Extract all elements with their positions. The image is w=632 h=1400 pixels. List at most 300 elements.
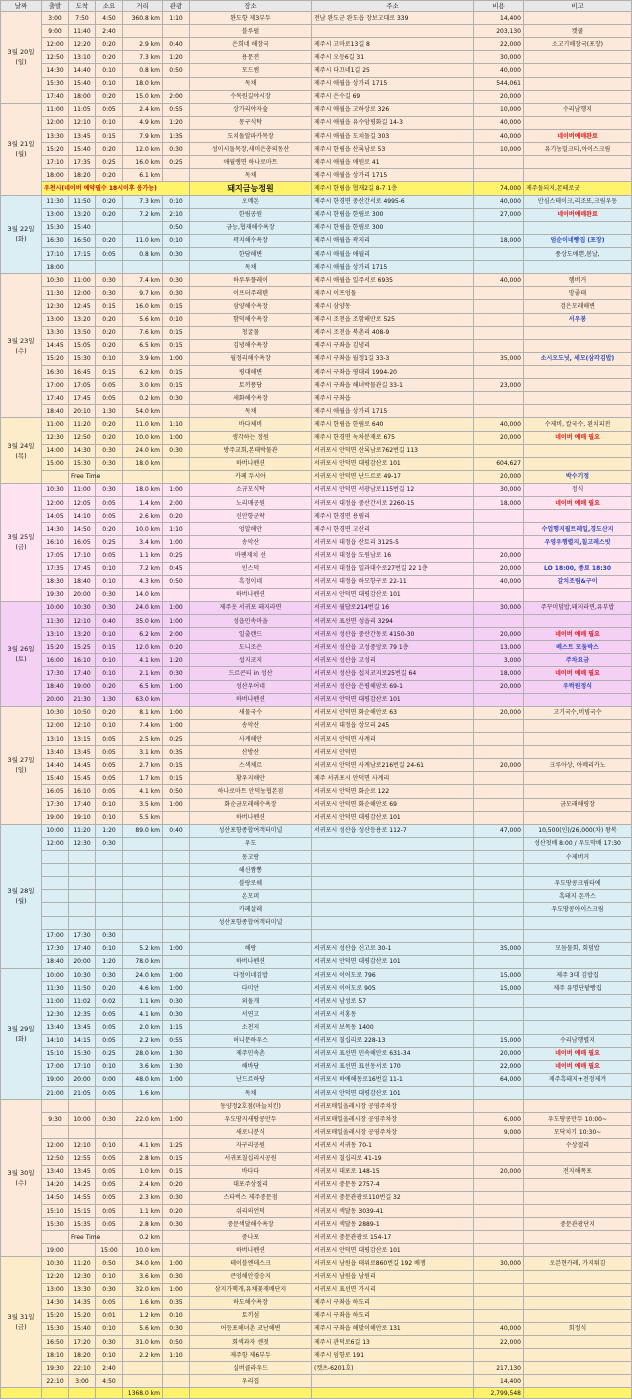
cost-cell <box>474 510 524 523</box>
tour-time-cell: 0:50 <box>163 1336 190 1349</box>
table-row <box>1 392 632 405</box>
place-cell: 독채 <box>190 261 312 274</box>
table-row <box>1 955 632 968</box>
tour-time-cell: 0:15 <box>163 339 190 352</box>
date-cell: 3월 30일 (수) <box>1 1100 42 1257</box>
note-cell <box>524 12 632 25</box>
note-cell: 우영우행렬지,칠고레스빗 <box>524 536 632 549</box>
note-cell: 박수기정 <box>524 470 632 483</box>
cost-cell <box>474 156 524 169</box>
duration-cell: 0:10 <box>96 1139 123 1152</box>
duration-cell: 0:05 <box>96 247 123 260</box>
address-cell: 제주시 애월읍 애원로 41 <box>312 156 474 169</box>
duration-cell: 2:40 <box>96 25 123 38</box>
arrive-cell: 16:50 <box>69 234 96 247</box>
address-cell: 제주시 오등6길 31 <box>312 51 474 64</box>
cost-cell <box>474 929 524 942</box>
table-row <box>1 1047 632 1060</box>
distance-cell: 5.5 km <box>123 811 163 824</box>
arrive-cell: 13:45 <box>69 1165 96 1178</box>
place-cell: 엉알해안 <box>190 523 312 536</box>
arrive-cell: 17:05 <box>69 379 96 392</box>
depart-cell: 18:00 <box>42 261 69 274</box>
cost-cell: 20,000 <box>474 759 524 772</box>
distance-cell: 7.2 km <box>123 562 163 575</box>
address-cell: 제주시 애월읍 애월리 <box>312 247 474 260</box>
note-cell <box>524 785 632 798</box>
distance-cell: 2.4 km <box>123 103 163 116</box>
duration-cell: 0:10 <box>96 562 123 575</box>
depart-cell: 14:30 <box>42 523 69 536</box>
cost-cell: 10,000 <box>474 103 524 116</box>
arrive-cell: 13:10 <box>69 51 96 64</box>
cost-cell: 20,000 <box>474 562 524 575</box>
arrive-cell: 19:10 <box>69 811 96 824</box>
duration-cell: 0:30 <box>96 483 123 496</box>
tour-time-cell: 0:55 <box>163 103 190 116</box>
table-row <box>1 968 632 981</box>
header-cell: 소요 <box>96 1 123 12</box>
cost-cell: 30,000 <box>474 51 524 64</box>
distance-cell: 7.9 km <box>123 129 163 142</box>
table-row <box>1 615 632 628</box>
duration-cell: 0:05 <box>96 1178 123 1191</box>
tour-time-cell: 1:00 <box>163 1113 190 1126</box>
table-row <box>1 719 632 732</box>
cost-cell <box>474 444 524 457</box>
duration-cell: 0:20 <box>96 143 123 156</box>
table-row <box>1 247 632 260</box>
note-cell <box>524 995 632 1008</box>
table-row <box>1 470 632 483</box>
table-row <box>1 510 632 523</box>
depart-cell: 16:30 <box>42 234 69 247</box>
note-cell: 네이버예매완료 <box>524 208 632 221</box>
table-row <box>1 313 632 326</box>
duration-cell: 0:05 <box>96 103 123 116</box>
duration-cell: 0:05 <box>96 1008 123 1021</box>
distance-cell: 48.0 km <box>123 1073 163 1086</box>
tour-time-cell: 1:20 <box>163 51 190 64</box>
totals-row <box>1 1388 632 1399</box>
place-cell: 사계해안 <box>190 733 312 746</box>
tour-time-cell: 1:25 <box>163 1139 190 1152</box>
address-cell: 제주시 구좌읍 해맞이해안로 131 <box>312 1322 474 1335</box>
arrive-cell: 15:40 <box>69 221 96 234</box>
arrive-cell: 15:40 <box>69 77 96 90</box>
note-cell <box>524 339 632 352</box>
cost-cell: 18,000 <box>474 497 524 510</box>
depart-cell: 14:05 <box>42 510 69 523</box>
note-cell <box>524 1296 632 1309</box>
table-row <box>1 221 632 234</box>
cost-cell: 22,000 <box>474 1336 524 1349</box>
tour-time-cell: 0:30 <box>163 143 190 156</box>
duration-cell: 0:20 <box>96 418 123 431</box>
table-row <box>1 418 632 431</box>
table-row <box>1 12 632 25</box>
total-empty-cell <box>190 1388 312 1399</box>
tour-time-cell: 0:25 <box>163 733 190 746</box>
distance-cell: 63.0 km <box>123 693 163 706</box>
place-cell: 중문색달해수욕장 <box>190 1218 312 1231</box>
arrive-cell: 17:20 <box>69 1336 96 1349</box>
note-cell <box>524 90 632 103</box>
address-cell: 전남 완도군 완도읍 장보고대로 339 <box>312 12 474 25</box>
note-cell <box>524 116 632 129</box>
arrive-cell: 21:05 <box>69 1086 96 1099</box>
arrive-cell: 17:10 <box>69 1060 96 1073</box>
address-cell: 제주시 애월읍 유수암평화길 14-3 <box>312 116 474 129</box>
note-cell <box>524 1178 632 1191</box>
duration-cell: 0:20 <box>96 169 123 182</box>
note-cell <box>524 444 632 457</box>
address-cell: 서귀포시 성산읍 고성중앙로 79 1층 <box>312 641 474 654</box>
address-cell: 서귀포시 성산읍 은평해암로 69-1 <box>312 680 474 693</box>
place-cell: 삼지가핵개,유채꽃재배단지 <box>190 1283 312 1296</box>
address-cell: 서귀포시 안덕면 서광남로115번길 12 <box>312 483 474 496</box>
arrive-cell: 14:10 <box>69 510 96 523</box>
depart-cell: 19:00 <box>42 811 69 824</box>
arrive-cell: 13:45 <box>69 129 96 142</box>
tour-time-cell: 1:00 <box>163 706 190 719</box>
address-cell <box>312 929 474 942</box>
depart-cell <box>42 1231 69 1244</box>
distance-cell: 24.0 km <box>123 968 163 981</box>
duration-cell: 0:15 <box>96 641 123 654</box>
depart-cell: 16:00 <box>42 654 69 667</box>
place-cell: 송악산 <box>190 719 312 732</box>
place-cell: 소규모식탁 <box>190 483 312 496</box>
depart-cell: 10:00 <box>42 601 69 614</box>
duration-cell: 0:05 <box>96 1296 123 1309</box>
table-row <box>1 274 632 287</box>
place-cell: 몽구식탁 <box>190 116 312 129</box>
tour-time-cell <box>163 693 190 706</box>
cost-cell <box>474 798 524 811</box>
duration-cell: 0:05 <box>96 759 123 772</box>
address-cell: 제주시 애월읍 일주서로 6935 <box>312 274 474 287</box>
depart-cell: 12:00 <box>42 116 69 129</box>
address-cell: 제주시 한림읍 한림로 300 <box>312 221 474 234</box>
note-cell <box>524 221 632 234</box>
tour-time-cell <box>163 457 190 470</box>
place-cell: 성이시돌목장,새미은총의동산 <box>190 143 312 156</box>
arrive-cell: 14:30 <box>69 444 96 457</box>
note-cell <box>524 864 632 877</box>
arrive-cell: 14:35 <box>69 1296 96 1309</box>
table-row <box>1 1309 632 1322</box>
date-cell: 3월 28일 (월) <box>1 824 42 968</box>
distance-cell <box>123 1375 163 1388</box>
depart-cell: 13:40 <box>42 746 69 759</box>
header-cell: 날짜 <box>1 1 42 12</box>
cost-cell: 40,000 <box>474 575 524 588</box>
depart-cell: 12:00 <box>42 837 69 850</box>
cost-cell <box>474 1270 524 1283</box>
arrive-cell: 18:00 <box>69 90 96 103</box>
address-cell: 제주시 구좌읍 평대리 1994-20 <box>312 365 474 378</box>
note-cell <box>524 1375 632 1388</box>
distance-cell: 1.1 km <box>123 995 163 1008</box>
tour-time-cell: 0:30 <box>163 444 190 457</box>
tour-time-cell: 0:30 <box>163 995 190 1008</box>
depart-cell: 10:30 <box>42 1257 69 1270</box>
address-cell: 서귀포시 표선면 표선동서로 170 <box>312 1060 474 1073</box>
cost-cell <box>474 1008 524 1021</box>
distance-cell: 31.0 km <box>123 1336 163 1349</box>
table-row <box>1 772 632 785</box>
place-cell: 완도항 제3부두 <box>190 12 312 25</box>
table-row <box>1 261 632 274</box>
distance-cell: 2.0 km <box>123 1021 163 1034</box>
duration-cell: 15:00 <box>96 1244 123 1257</box>
depart-cell: 14:30 <box>42 64 69 77</box>
tour-time-cell: 0:25 <box>163 549 190 562</box>
tour-time-cell: 1:20 <box>163 116 190 129</box>
distance-cell: 2.4 km <box>123 1178 163 1191</box>
arrive-cell <box>69 916 96 929</box>
depart-cell: 10:00 <box>42 824 69 837</box>
arrive-cell: 21:30 <box>69 693 96 706</box>
cost-cell: 604,627 <box>474 457 524 470</box>
duration-cell: 0:10 <box>96 352 123 365</box>
note-cell: 오븐현카레, 가지튀김 <box>524 1257 632 1270</box>
duration-cell: 0:10 <box>96 1349 123 1362</box>
table-row <box>1 575 632 588</box>
depart-cell: 18:40 <box>42 405 69 418</box>
duration-cell: 0:30 <box>96 274 123 287</box>
duration-cell: 0:10 <box>96 116 123 129</box>
table-row <box>1 562 632 575</box>
address-cell: 서귀포시 서홍동 <box>312 1008 474 1021</box>
cost-cell <box>474 588 524 601</box>
depart-cell: 18:30 <box>42 575 69 588</box>
duration-cell: 0:40 <box>96 615 123 628</box>
note-cell: 네이버예매완료 <box>524 129 632 142</box>
tour-time-cell: 0:35 <box>163 746 190 759</box>
place-cell: 바다다 <box>190 1165 312 1178</box>
place-cell: 청굴물 <box>190 326 312 339</box>
address-cell: 제주시 한림읍 협재2길 8-7 1층 <box>312 182 474 195</box>
place-cell: 중나포 <box>190 1231 312 1244</box>
address-cell: 제주시 구좌읍 하도리 <box>312 1309 474 1322</box>
duration-cell: 0:10 <box>96 77 123 90</box>
cost-cell <box>474 877 524 890</box>
arrive-cell: 15:40 <box>69 1322 96 1335</box>
distance-cell: 6.5 km <box>123 680 163 693</box>
note-cell: 검은모래해변 <box>524 300 632 313</box>
duration-cell: 1:20 <box>96 824 123 837</box>
cost-cell <box>474 785 524 798</box>
arrive-cell: Free Time <box>69 470 96 483</box>
note-cell <box>524 549 632 562</box>
tour-time-cell: 1:20 <box>163 654 190 667</box>
depart-cell: 14:45 <box>42 339 69 352</box>
duration-cell: 0:05 <box>96 1191 123 1204</box>
cost-cell <box>474 1204 524 1217</box>
table-row <box>1 444 632 457</box>
cost-cell: 18,000 <box>474 234 524 247</box>
note-cell: 모닥치기 10:30~ <box>524 1126 632 1139</box>
tour-time-cell: 0:15 <box>163 379 190 392</box>
tour-time-cell: 1:10 <box>163 1349 190 1362</box>
table-row <box>1 38 632 51</box>
place-cell: 한담해변 <box>190 247 312 260</box>
address-cell <box>312 903 474 916</box>
note-cell: 모듬물회, 회덮밥 <box>524 942 632 955</box>
arrive-cell: 12:55 <box>69 1152 96 1165</box>
table-row <box>1 1191 632 1204</box>
duration-cell: 0:20 <box>96 339 123 352</box>
duration-cell <box>96 221 123 234</box>
tour-time-cell: 0:15 <box>163 1152 190 1165</box>
tour-time-cell: 0:30 <box>163 667 190 680</box>
tour-time-cell <box>163 837 190 850</box>
duration-cell: 0:30 <box>96 601 123 614</box>
arrive-cell: 12:45 <box>69 300 96 313</box>
cost-cell <box>474 916 524 929</box>
tour-time-cell: 0:15 <box>163 365 190 378</box>
tour-time-cell: 0:35 <box>163 1296 190 1309</box>
arrive-cell: 18:20 <box>69 1349 96 1362</box>
note-cell: 수업행지필트레일,경도산지 <box>524 523 632 536</box>
distance-cell: 7.2 km <box>123 208 163 221</box>
note-cell: 수리남행지 <box>524 103 632 116</box>
address-cell: 제주시 애월읍 상가리 1715 <box>312 261 474 274</box>
table-row <box>1 1283 632 1296</box>
note-cell <box>524 916 632 929</box>
tour-time-cell <box>163 1375 190 1388</box>
address-cell: 제주시 한림읍 한림로 300 <box>312 208 474 221</box>
place-cell: 동고랑 <box>190 851 312 864</box>
note-cell: 우도땅콩아이스크림 <box>524 903 632 916</box>
cost-cell <box>474 287 524 300</box>
total-distance: 1368.0 km <box>123 1388 163 1399</box>
note-cell <box>524 1231 632 1244</box>
duration-cell: 0:10 <box>96 1270 123 1283</box>
depart-cell <box>42 851 69 864</box>
cost-cell: 30,000 <box>474 1257 524 1270</box>
tour-time-cell: 1:00 <box>163 352 190 365</box>
note-cell <box>524 1100 632 1113</box>
address-cell <box>312 837 474 850</box>
arrive-cell: 17:45 <box>69 392 96 405</box>
table-row <box>1 1270 632 1283</box>
header-cell: 도착 <box>69 1 96 12</box>
table-row <box>1 1178 632 1191</box>
table-row <box>1 129 632 142</box>
note-cell: 주꾸미덮밥,돼지라면,유부밥 <box>524 601 632 614</box>
place-cell: 생각하는 정원 <box>190 431 312 444</box>
tour-time-cell: 0:30 <box>163 247 190 260</box>
depart-cell: 16:10 <box>42 536 69 549</box>
tour-time-cell: 0:30 <box>163 392 190 405</box>
cost-cell <box>474 837 524 850</box>
place-cell: 흑정이네 <box>190 575 312 588</box>
tour-time-cell: 0:50 <box>163 785 190 798</box>
tour-time-cell: 1:00 <box>163 483 190 496</box>
distance-cell <box>123 837 163 850</box>
total-empty-cell <box>163 1388 190 1399</box>
table-row <box>1 811 632 824</box>
table-row <box>1 1375 632 1388</box>
table-row <box>1 51 632 64</box>
tour-time-cell <box>163 1244 190 1257</box>
place-cell: 송악산 <box>190 536 312 549</box>
address-cell: 서귀포매일올레시장 공영주차장 <box>312 1113 474 1126</box>
date-cell: 3월 31일 (금) <box>1 1257 42 1388</box>
depart-cell: 10:30 <box>42 483 69 496</box>
distance-cell: 24.0 km <box>123 601 163 614</box>
tour-time-cell: 1:00 <box>163 719 190 732</box>
place-cell: 한림공원 <box>190 208 312 221</box>
cost-cell <box>474 1021 524 1034</box>
duration-cell: 0:00 <box>96 1073 123 1086</box>
table-row <box>1 1349 632 1362</box>
address-cell: 서귀포시 중문관광로 154-17 <box>312 1231 474 1244</box>
duration-cell: 0:30 <box>96 837 123 850</box>
note-cell: 금모래해평장 <box>524 798 632 811</box>
depart-cell <box>42 903 69 916</box>
tour-time-cell: 1:00 <box>163 942 190 955</box>
note-cell: 우도땅콩만두 10:00~ <box>524 1113 632 1126</box>
note-cell: 제주돌되지,몬떼로굿 <box>524 182 632 195</box>
total-empty-cell <box>524 1388 632 1399</box>
place-cell: 성산포항종합여객터미널 <box>190 916 312 929</box>
cost-cell: 10,000 <box>474 143 524 156</box>
arrive-cell: 12:10 <box>69 719 96 732</box>
arrive-cell: 12:05 <box>69 497 96 510</box>
tour-time-cell: 0:25 <box>163 156 190 169</box>
arrive-cell: 16:10 <box>69 785 96 798</box>
depart-cell <box>42 890 69 903</box>
table-row <box>1 1165 632 1178</box>
arrive-cell <box>69 864 96 877</box>
address-cell: 제주시 고마로13길 8 <box>312 38 474 51</box>
distance-cell: 1.2 km <box>123 1309 163 1322</box>
duration-cell: 0:20 <box>96 90 123 103</box>
cost-cell <box>474 693 524 706</box>
note-cell: 네이버 예매 필요 <box>524 628 632 641</box>
depart-cell: 17:00 <box>42 929 69 942</box>
address-cell: 서귀포시 성산읍 중산간동로 4150-30 <box>312 628 474 641</box>
note-cell <box>524 811 632 824</box>
distance-cell <box>123 877 163 890</box>
place-cell: 도니조은 <box>190 641 312 654</box>
cost-cell: 20,000 <box>474 1165 524 1178</box>
cost-cell <box>474 1244 524 1257</box>
place-cell: 화순금모래해수욕장 <box>190 798 312 811</box>
duration-cell: 0:10 <box>96 575 123 588</box>
distance-cell: 2.3 km <box>123 1191 163 1204</box>
note-cell <box>524 719 632 732</box>
depart-cell: 10:30 <box>42 274 69 287</box>
depart-cell: 12:00 <box>42 497 69 510</box>
depart-cell: 17:30 <box>42 667 69 680</box>
tour-time-cell: 0:15 <box>163 759 190 772</box>
table-row <box>1 182 632 195</box>
place-cell: 섭지코지 <box>190 654 312 667</box>
arrive-cell: 17:30 <box>69 929 96 942</box>
table-row <box>1 641 632 654</box>
depart-cell: 13:30 <box>42 326 69 339</box>
distance-cell: 1.6 km <box>123 1296 163 1309</box>
distance-cell: 18.0 km <box>123 77 163 90</box>
depart-cell: 12:30 <box>42 300 69 313</box>
duration-cell <box>96 890 123 903</box>
cost-cell <box>474 536 524 549</box>
